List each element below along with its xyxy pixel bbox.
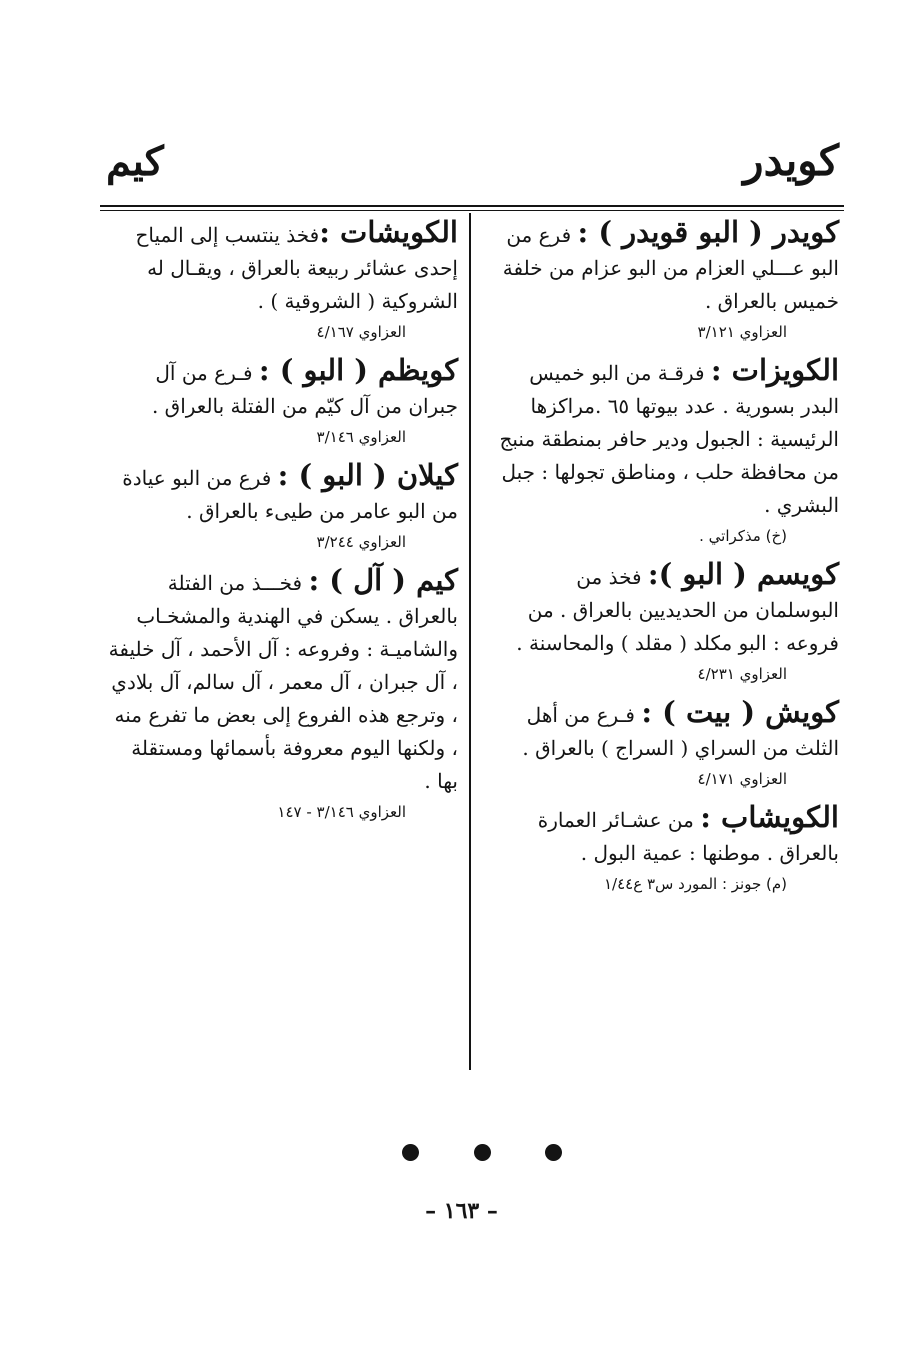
entry bbox=[106, 564, 458, 824]
entry-text: فـرع من أهل الثلث من السراي ( السراج ) بالعراق . bbox=[522, 703, 839, 760]
entry-headword: الكويشاب : bbox=[700, 800, 839, 834]
entry-headword: الكويزات : bbox=[710, 353, 839, 387]
entry bbox=[106, 354, 458, 449]
section-separator-dots bbox=[402, 1144, 562, 1161]
entry-text: فرع من البو عـــلي العزام من البو عزام من خلفة خميس بالعراق . bbox=[502, 223, 839, 313]
separator-dot bbox=[545, 1144, 562, 1161]
entry bbox=[487, 696, 839, 791]
entry bbox=[487, 558, 839, 686]
entry-text: فرقـة من البو خميس البدر بسورية . عدد بيوتها ٦٥ .مراكزها الرئيسية : الجبول ودير حافر بمنطقة منبج من محافظة حلب ، ومناطق تجولها : جبل البشري . bbox=[499, 361, 839, 517]
entry bbox=[106, 216, 458, 344]
entry-source: (خ) مذكراتي . bbox=[699, 527, 787, 545]
entry-source: (م) جونز : المورد س٣ ع١/٤٤ bbox=[604, 875, 787, 893]
running-header-right: كويدر bbox=[743, 136, 839, 185]
entry-text: فخـــذ من الفتلة بالعراق . يسكن في الهندية والمشخـاب والشاميـة : وفروعه : آل الأحمد ، آل خليفة ، آل جبران ، آل معمر ، آل سالم، آل بلادي ، وترجع هذه الفروع إلى بعض ما تفرع منه ، ولكنها اليوم معروفة بأسمائها ومستقلة بها . bbox=[108, 571, 458, 793]
running-header-left: كيم bbox=[106, 138, 164, 185]
entry-source: العزاوي ٣/١٤٦ - ١٤٧ bbox=[277, 803, 406, 821]
entry-text: من عشـائر العمارة بالعراق . موطنها : عمية البول . bbox=[537, 808, 839, 865]
entry-source: العزاوي ٤/١٦٧ bbox=[316, 323, 406, 341]
entry bbox=[487, 216, 839, 344]
entry-text: فخذ من البوسلمان من الحديديين بالعراق . من فروعه : البو مكلد ( مقلد ) والمحاسنة . bbox=[516, 565, 839, 655]
entry bbox=[487, 354, 839, 548]
entry bbox=[106, 459, 458, 554]
entry-headword: كويدر ( البو قويدر ) : bbox=[577, 215, 839, 249]
entry-headword: كيم ( آل ) : bbox=[308, 563, 458, 597]
entry-source: العزاوي ٤/٢٣١ bbox=[697, 665, 787, 683]
entry-text: فرع من البو عيادة من البو عامر من طيىء بالعراق . bbox=[122, 466, 458, 523]
entry-source: العزاوي ٣/١٢١ bbox=[697, 323, 787, 341]
entry-headword: كويسم ( البو ): bbox=[647, 557, 839, 591]
separator-dot bbox=[402, 1144, 419, 1161]
page-number: – ١٦٣ – bbox=[425, 1198, 498, 1224]
header-rule bbox=[100, 205, 844, 207]
column-divider bbox=[469, 213, 471, 1070]
entry bbox=[487, 801, 839, 896]
entry-text: فخذ ينتسب إلى المياح إحدى عشائر ربيعة بالعراق ، ويقـال له الشروكية ( الشروقية ) . bbox=[135, 223, 458, 313]
entry-headword: الكويشات : bbox=[319, 215, 458, 249]
entry-source: العزاوي ٤/١٧١ bbox=[697, 770, 787, 788]
separator-dot bbox=[474, 1144, 491, 1161]
entry-source: العزاوي ٣/٢٤٤ bbox=[316, 533, 406, 551]
header-rule-thin bbox=[100, 210, 844, 211]
entry-headword: كيلان ( البو ) : bbox=[277, 458, 458, 492]
entry-text: فـرع من آل جبران من آل كيّم من الفتلة بالعراق . bbox=[151, 361, 458, 418]
entry-source: العزاوي ٣/١٤٦ bbox=[316, 428, 406, 446]
entry-headword: كويش ( بيت ) : bbox=[641, 695, 839, 729]
entry-headword: كويظم ( البو ) : bbox=[258, 353, 458, 387]
right-column bbox=[487, 216, 839, 906]
left-column bbox=[106, 216, 458, 834]
